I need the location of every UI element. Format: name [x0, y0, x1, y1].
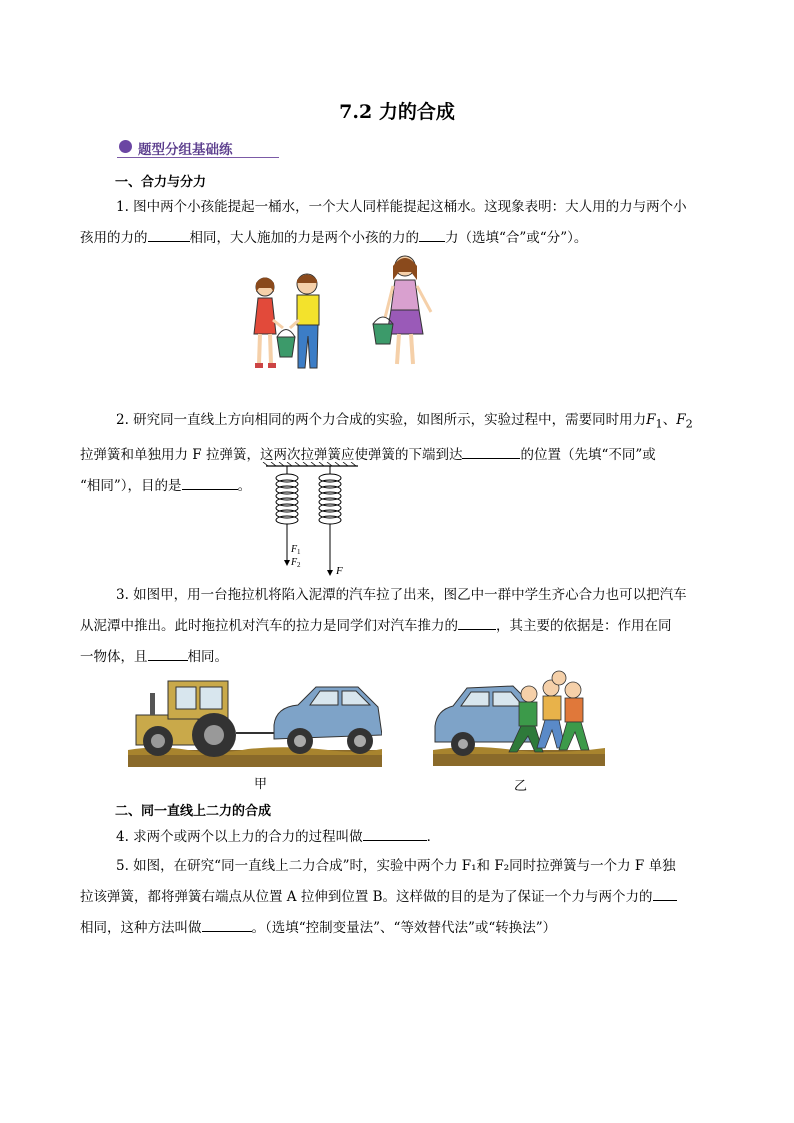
- q5-blank-2[interactable]: [202, 917, 252, 932]
- q2-line3: “相同”），目的是 。: [80, 471, 700, 502]
- car: [274, 687, 382, 754]
- q5-line3: 相同，这种方法叫做 。（选填“控制变量法”、“等效替代法”或“转换法”）: [80, 913, 700, 944]
- question-4: [80, 822, 700, 853]
- q3-blank-1[interactable]: [458, 615, 496, 630]
- adult-figure: [385, 256, 431, 364]
- q4-line: 4. 求两个或两个以上力的合力的过程叫做 ．: [80, 822, 700, 853]
- q1-blank-2[interactable]: [419, 227, 445, 242]
- q1-blank-1[interactable]: [148, 227, 190, 242]
- svg-text:1: 1: [297, 548, 301, 556]
- q2-blank-1[interactable]: [462, 444, 520, 459]
- q1-text-a: 孩用的力的: [80, 230, 148, 246]
- bullet-dot-icon: [119, 140, 132, 153]
- label-f2: F: [291, 557, 298, 568]
- q3-blank-2[interactable]: [148, 646, 188, 661]
- tractor: [136, 681, 236, 757]
- question-3: [80, 580, 700, 673]
- q3-line3: 一物体，且 相同。: [80, 642, 700, 673]
- q1-line2: [80, 223, 700, 254]
- badge-label: 题型分组基础练: [138, 142, 233, 158]
- bucket-2: [373, 317, 393, 344]
- q1-text-c: 力（选填“合”或“分”）。: [445, 230, 588, 246]
- q5-blank-1[interactable]: [653, 886, 677, 901]
- spring-experiment-figure: [262, 462, 362, 577]
- tractor-pulling-car-figure: [128, 675, 382, 767]
- section-badge: [117, 137, 279, 158]
- q2-line2: 拉弹簧和单独用力 F 拉弹簧，这两次拉弹簧应使弹簧的下端到达 的位置（先填“不同”或: [80, 440, 700, 471]
- page-title: 7.2 力的合成: [339, 101, 455, 123]
- children-adult-bucket-figure: [245, 252, 435, 374]
- girl-figure: [254, 278, 276, 369]
- q3-line1: 3. 如图甲，用一台拖拉机将陷入泥潭的汽车拉了出来，图乙中一群中学生齐心合力也可以把汽车: [116, 587, 687, 603]
- svg-text:2: 2: [297, 561, 301, 569]
- label-f1: F: [291, 544, 298, 555]
- bucket-1: [273, 320, 299, 357]
- section-heading-2: 二、同一直线上二力的合成: [115, 804, 272, 819]
- q2-blank-2[interactable]: [182, 475, 238, 490]
- q4-blank[interactable]: [363, 826, 427, 841]
- caption-yi: 乙: [514, 779, 528, 794]
- students-pushing-car-figure: [433, 670, 605, 766]
- question-2: [80, 405, 700, 502]
- q3-line2: 从泥潭中推出。此时拖拉机对汽车的拉力是同学们对汽车推力的 ，其主要的依据是：作用在同: [80, 611, 700, 642]
- q2-line1: 2. 研究同一直线上方向相同的两个力合成的实验，如图所示，实验过程中，需要同时用力$F_1$、$F_2$: [116, 412, 693, 431]
- boy-figure: [297, 274, 319, 368]
- section-heading-1: 一、合力与分力: [115, 175, 207, 190]
- caption-jia: 甲: [254, 777, 268, 792]
- f1-symbol: F: [646, 412, 656, 428]
- q5-line2: 拉该弹簧，都将弹簧右端点从位置 A 拉伸到位置 B。这样做的目的是为了保证一个力与两个力的: [80, 882, 700, 913]
- spring-right: [319, 466, 341, 572]
- question-5: [80, 851, 700, 944]
- q1-text-b: 相同，大人施加的力是两个小孩的力的: [189, 230, 419, 246]
- q1-line1: 1. 图中两个小孩能提起一桶水，一个大人同样能提起这桶水。这现象表明：大人用的力与两个小: [116, 199, 687, 215]
- question-1: [80, 192, 700, 254]
- q5-line1: 5. 如图，在研究“同一直线上二力合成”时，实验中两个力 F₁和 F₂同时拉弹簧与一个力 F 单独: [116, 858, 676, 874]
- students: [509, 671, 589, 752]
- label-f: F: [336, 565, 343, 577]
